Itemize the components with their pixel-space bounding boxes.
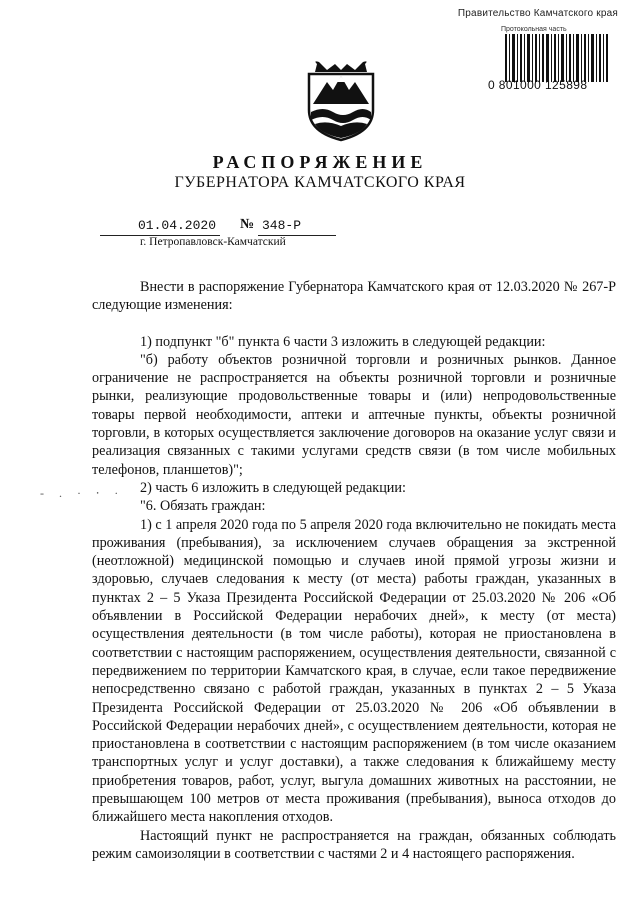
document-city: г. Петропавловск-Камчатский — [140, 236, 286, 248]
barcode-number: 0 801000 125898 — [488, 78, 588, 92]
document-date: 01.04.2020 — [138, 218, 217, 233]
kamchatka-coat-of-arms-icon — [305, 60, 377, 142]
item-2-paragraph: 2) часть 6 изложить в следующей редакции: — [140, 479, 406, 496]
paragraph-gap — [92, 315, 616, 333]
item-1-text-paragraph: "б) работу объектов розничной торговли и розничных рынков. Данное ограничение не распространяется на объекты розничной торговли и розничные рынки, реализующие продовольственные товары и (или) непродовольственные товары первой необходимости, аптеки и аптечные пункты, объекты розничной торговли, в которых осуществляется заключение договоров на оказание услуг связи и реализация связанных с такими услугами средств связи (в том числе мобильных телефонов, планшетов)"; — [92, 351, 616, 478]
item-1-paragraph: 1) подпункт "б" пункта 6 части 3 изложить в следующей редакции: — [140, 333, 546, 350]
part-6-heading: "6. Обязать граждан: — [140, 498, 266, 515]
number-sign: № — [240, 217, 255, 232]
document-subtitle: ГУБЕРНАТОРА КАМЧАТСКОГО КРАЯ — [174, 174, 466, 191]
exception-paragraph: Настоящий пункт не распространяется на граждан, обязанных соблюдать режим самоизоляции в соответствии с частями 2 и 4 настоящего распоряжения. — [92, 827, 616, 862]
margin-marks: - . · ⸱ · — [40, 486, 125, 500]
intro-paragraph: Внести в распоряжение Губернатора Камчатского края от 12.03.2020 № 267-Р следующие изменения: — [92, 279, 616, 314]
stamp-organization: Правительство Камчатского края — [457, 8, 618, 19]
document-number: 348-Р — [262, 218, 302, 233]
document-title: РАСПОРЯЖЕНИЕ — [212, 152, 428, 172]
stamp-subtitle: Протокольная часть — [501, 26, 567, 33]
barcode-icon — [505, 34, 608, 82]
document-body — [92, 278, 616, 863]
part-6-item-1-paragraph: 1) с 1 апреля 2020 года по 5 апреля 2020 года включительно не покидать места проживания (пребывания), за исключением случаев обращения за экстренной (неотложной) медицинской помощью и случаев иной прямой угрозы жизни и здоровью, случаев следования к месту (от места) работы граждан, указанных в пунктах 2 – 5 Указа Президента Российской Федерации от 25.03.2020 № 206 «Об объявлении в Российской Федерации нерабочих дней», к месту (от места) осуществления деятельности (в том числе работы), которая не приостановлена в соответствии с настоящим распоряжением, осуществления деятельности, связанной с передвижением по территории Камчатского края, в случае, если такое передвижение непосредственно связано с работой граждан, указанных в пунктах 2 – 5 Указа Президента Российской Федерации от 25.03.2020 № 206 «Об объявлении в Российской Федерации нерабочих дней», с осуществлением деятельности, которая не приостановлена в соответствии с настоящим распоряжением (в том числе оказанием транспортных услуг и услуг доставки), а также следования к ближайшему месту приобретения товаров, работ, услуг, выгула домашних животных на расстоянии, не превышающем 100 метров от места проживания (пребывания), выноса отходов до ближайшего места накопления отходов. — [92, 516, 616, 826]
